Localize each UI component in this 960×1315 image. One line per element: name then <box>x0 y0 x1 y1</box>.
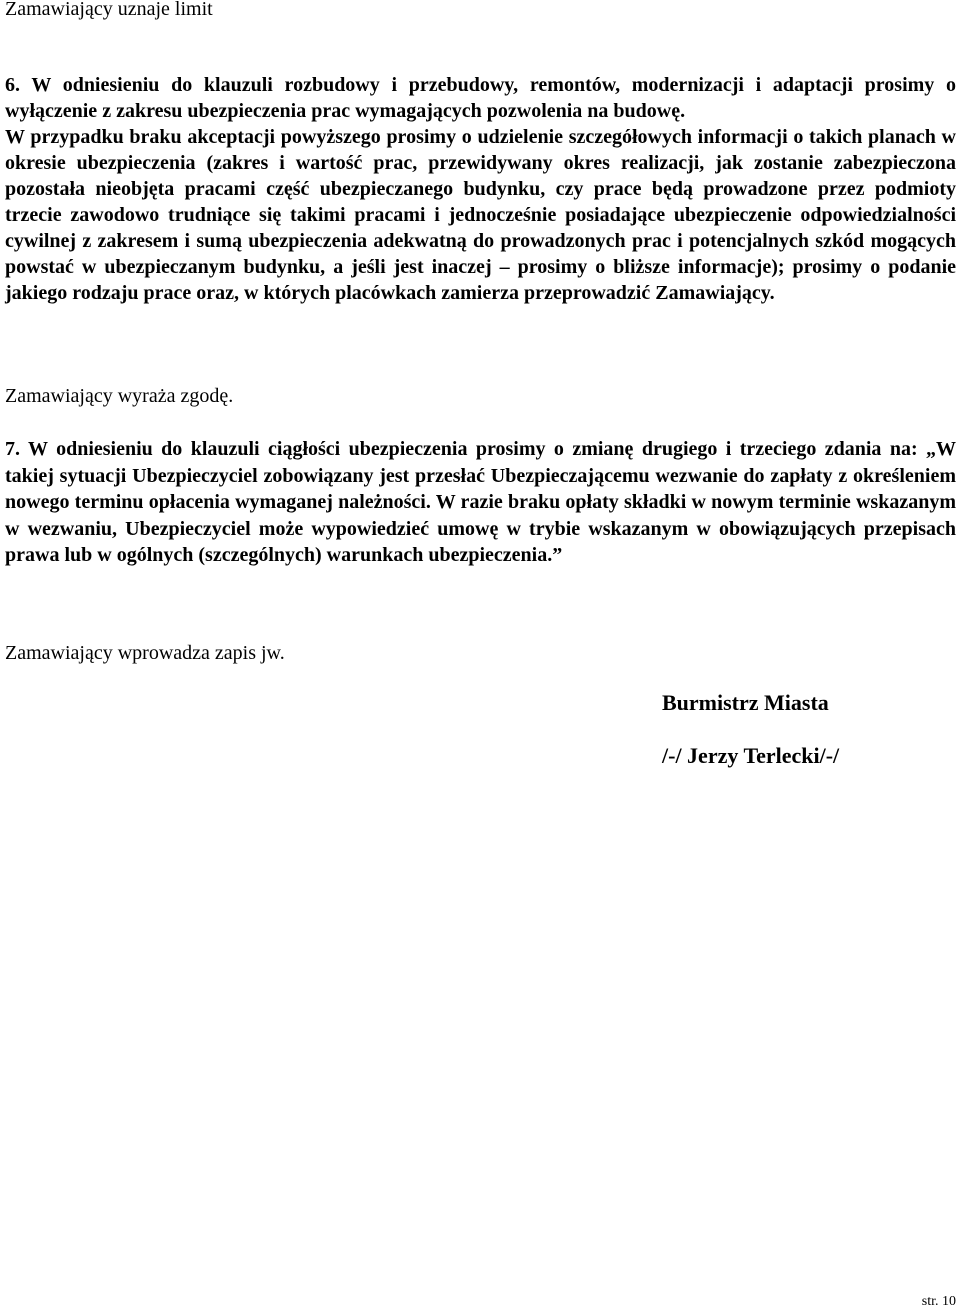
question-6-text: 6. W odniesieniu do klauzuli rozbudowy i przebudowy, remontów, modernizacji i adaptacji prosimy o wyłączenie z zakresu ubezpieczenia prac wymagających pozwolenia na budowę. <box>5 74 956 122</box>
page-number: str. 10 <box>921 1294 956 1309</box>
signature-title: Burmistrz Miasta <box>662 690 829 715</box>
answer-7: Zamawiający wprowadza zapis jw. <box>5 642 285 664</box>
answer-6: Zamawiający wyraża zgodę. <box>5 385 234 407</box>
question-7-paragraph: 7. W odniesieniu do klauzuli ciągłości ubezpieczenia prosimy o zmianę drugiego i trzeciego zdania na: „W takiej sytuacji Ubezpieczyciel zobowiązany jest przesłać Ubezpieczającemu wezwanie do zapłaty z określeniem nowego terminu opłacenia wymaganej należności. W razie braku opłaty składki w nowym terminie wskazanym w wezwaniu, Ubezpieczyciel może wypowiedzieć umowę w trybie wskazanym w obowiązujących przepisach prawa lub w ogólnych (szczególnych) warunkach ubezpieczenia.” <box>5 438 956 567</box>
question-6-request: W przypadku braku akceptacji powyższego prosimy o udzielenie szczegółowych informacji o takich planach w okresie ubezpieczenia (zakres i wartość prac, przewidywany okres realizacji, jak zostanie zabezpieczona pozostała nieobjęta pracami część ubezpieczanego budynku, czy prace będą prowadzone przez podmioty trzecie zawodowo trudniące się takimi pracami i jednocześnie posiadające ubezpieczenie odpowiedzialności cywilnej z zakresem i sumą ubezpieczenia adekwatną do prowadzonych prac i potencjalnych szkód mogących powstać w ubezpieczanym budynku, a jeśli jest inaczej – prosimy o bliższe informacje); prosimy o podanie jakiego rodzaju prace oraz, w których placówkach zamierza przeprowadzić Zamawiający. <box>5 126 956 304</box>
question-6-paragraph <box>5 72 956 306</box>
signature-name: /-/ Jerzy Terlecki/-/ <box>662 743 840 768</box>
answer-limit: Zamawiający uznaje limit <box>5 0 213 20</box>
